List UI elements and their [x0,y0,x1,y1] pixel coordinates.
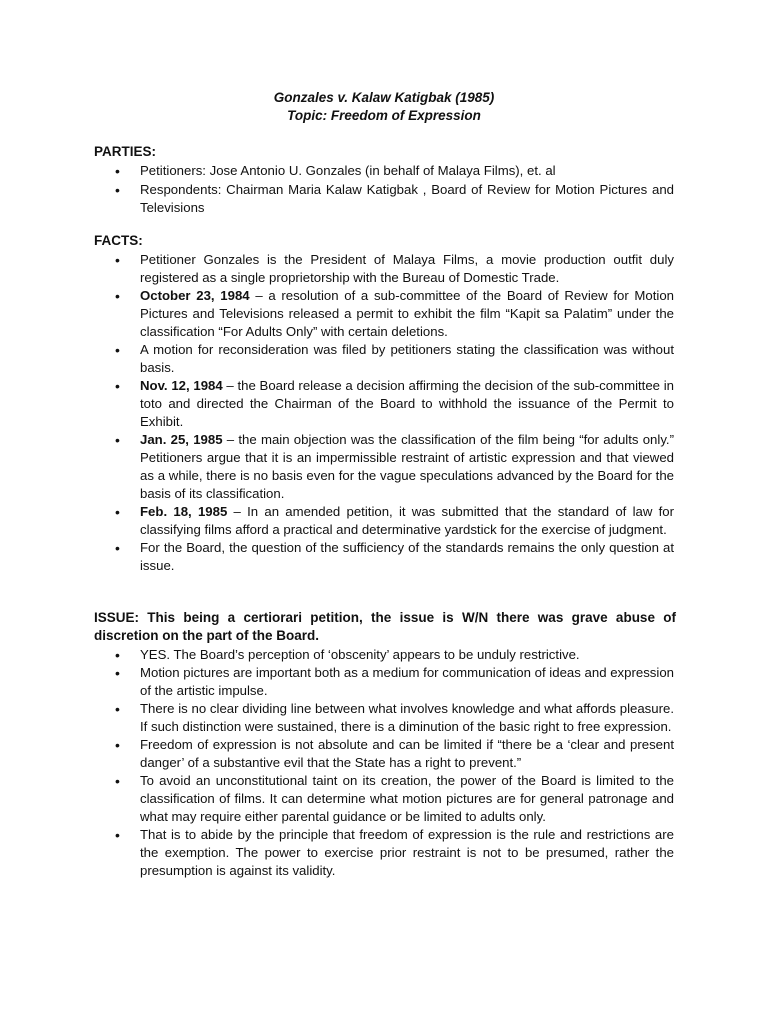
list-item: • That is to abide by the principle that freedom of expression is the rule and restrictions are the exemption. The power to exercise prior restraint is not to be presumed, rather the presumption is against its validity. [140,826,674,880]
case-topic: Topic: Freedom of Expression [287,108,481,123]
parties-list [0,162,768,217]
list-item: • There is no clear dividing line between what involves knowledge and what affords pleasure. If such distinction were sustained, there is a diminution of the basic right to free expression. [140,700,674,736]
list-item [140,431,674,503]
list-item [140,251,674,287]
fact-text: – the Board release a decision affirming the decision of the sub-committee in toto and directed the Chairman of the Board to withhold the issuance of the Permit to Exhibit. [140,378,674,429]
fact-text: Petitioner Gonzales is the President of Malaya Films, a movie production outfit duly registered as a single proprietorship with the Bureau of Domestic Trade. [140,252,674,285]
fact-date: Feb. 18, 1985 [140,504,228,519]
list-item [140,287,674,341]
list-item [140,341,674,377]
list-item: • Freedom of expression is not absolute and can be limited if “there be a ‘clear and present danger’ of a substantive evil that the State has a right to prevent.” [140,736,674,772]
facts-list [0,251,768,575]
list-item: • Respondents: Chairman Maria Kalaw Katigbak , Board of Review for Motion Pictures and Televisions [140,181,674,217]
fact-text: – a resolution of a sub-committee of the Board of Review for Motion Pictures and Televisions released a permit to exhibit the film “Kapit sa Palatim” under the classification “For Adults Only” with certain deletions. [140,288,674,339]
fact-date: Jan. 25, 1985 [140,432,223,447]
list-item: • To avoid an unconstitutional taint on its creation, the power of the Board is limited to the classification of films. It can determine what motion pictures are for general patronage and what may require either parental guidance or be limited to adults only. [140,772,674,826]
fact-text: For the Board, the question of the sufficiency of the standards remains the only question at issue. [140,540,674,573]
fact-text: A motion for reconsideration was filed by petitioners stating the classification was without basis. [140,342,674,375]
fact-date: Nov. 12, 1984 [140,378,223,393]
fact-text: – In an amended petition, it was submitted that the standard of law for classifying films afford a practical and determinative yardstick for the exercise of judgment. [140,504,674,537]
fact-date: October 23, 1984 [140,288,250,303]
list-item: • Motion pictures are important both as a medium for communication of ideas and expression of the artistic impulse. [140,664,674,700]
issue-heading: ISSUE: This being a certiorari petition, the issue is W/N there was grave abuse of discretion on the part of the Board. [94,610,676,643]
list-item [140,539,674,575]
list-item: • YES. The Board’s perception of ‘obscenity’ appears to be unduly restrictive. [140,646,674,664]
list-item [140,503,674,539]
facts-heading: FACTS: [94,233,143,248]
case-title: Gonzales v. Kalaw Katigbak (1985) [273,90,495,105]
list-item [140,377,674,431]
parties-heading: PARTIES: [94,144,157,159]
fact-text: – the main objection was the classification of the film being “for adults only.” Petitioners argue that it is an impermissible restraint of artistic expression and that viewed as a while, there is no basis even for the vague speculations advanced by the Board for the basis of its classification. [140,432,674,501]
issue-list [0,646,768,880]
list-item: • Petitioners: Jose Antonio U. Gonzales (in behalf of Malaya Films), et. al [140,162,674,180]
